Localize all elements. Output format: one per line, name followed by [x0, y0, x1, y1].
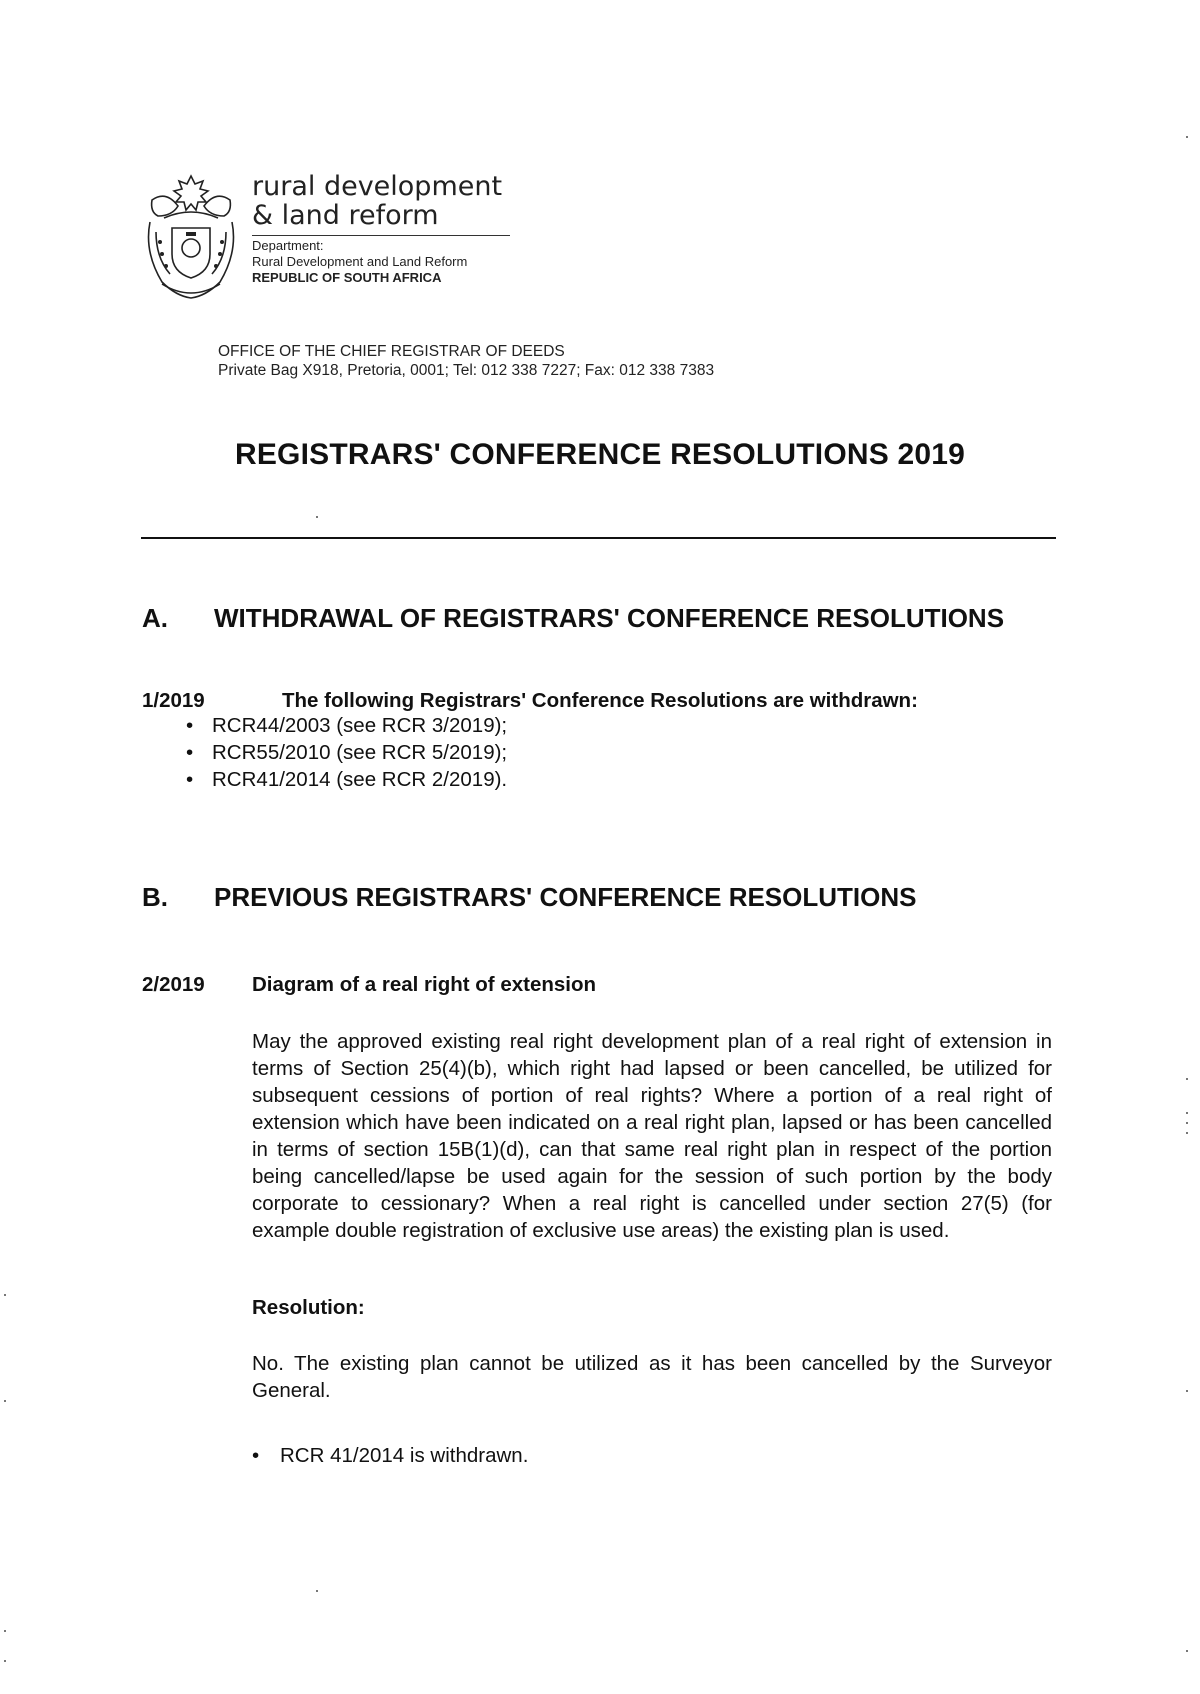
department-name-line1: rural development — [252, 171, 503, 202]
resolution-1-number: 1/2019 — [142, 689, 205, 712]
resolution-2-number: 2/2019 — [142, 973, 205, 996]
resolution-1-title: The following Registrars' Conference Resolutions are withdrawn: — [282, 689, 918, 712]
scan-speck — [1186, 1112, 1188, 1114]
section-b-letter: B. — [142, 882, 168, 912]
scan-speck — [1186, 1650, 1188, 1652]
section-b-title: PREVIOUS REGISTRARS' CONFERENCE RESOLUTIONS — [214, 882, 917, 912]
scan-speck — [1186, 1078, 1188, 1080]
list-item: • RCR44/2003 (see RCR 3/2019); — [186, 712, 507, 739]
scan-speck — [4, 1294, 6, 1296]
scan-speck — [1186, 1132, 1188, 1134]
resolution-label: Resolution: — [252, 1296, 365, 1319]
country-name: REPUBLIC OF SOUTH AFRICA — [252, 270, 442, 285]
scan-speck — [1186, 1390, 1188, 1392]
office-name: OFFICE OF THE CHIEF REGISTRAR OF DEEDS — [218, 343, 565, 360]
coat-of-arms-icon — [142, 172, 240, 302]
department-logotype — [252, 172, 502, 230]
resolution-2-note — [252, 1444, 528, 1468]
title-divider — [141, 537, 1056, 539]
scan-speck — [4, 1630, 6, 1632]
withdrawn-list — [186, 712, 507, 793]
scan-speck — [1186, 1122, 1188, 1124]
section-a-letter: A. — [142, 603, 168, 633]
list-item: • RCR41/2014 (see RCR 2/2019). — [186, 766, 507, 793]
department-full-name: Rural Development and Land Reform — [252, 254, 468, 269]
department-label: Department: — [252, 238, 324, 253]
resolution-2-answer: No. The existing plan cannot be utilized as it has been cancelled by the Surveyor General. — [252, 1352, 1052, 1402]
department-details — [252, 238, 467, 286]
department-name-line2: & land reform — [252, 200, 439, 231]
resolution-2-question: May the approved existing real right development plan of a real right of extension in terms of Section 25(4)(b), which right had lapsed or been cancelled, be utilized for subsequent cessions of portion of real rights? Where a portion of a real right of extension which have been indicated on a real right plan, lapsed or has been cancelled in terms of section 15B(1)(d), can that same real right plan in respect of the portion being cancelled/lapse be used again for the session of such portion by the body corporate to cessionary? When a real right is cancelled under section 27(5) (for example double registration of exclusive use areas) the existing plan is used. — [252, 1030, 1052, 1242]
section-a-title: WITHDRAWAL OF REGISTRARS' CONFERENCE RESOLUTIONS — [214, 603, 1005, 633]
scan-speck — [316, 516, 318, 518]
document-title: REGISTRARS' CONFERENCE RESOLUTIONS 2019 — [234, 438, 966, 471]
scan-speck — [316, 1590, 318, 1592]
resolution-2-title: Diagram of a real right of extension — [252, 973, 597, 996]
scan-speck — [4, 1660, 6, 1662]
note-text: RCR 41/2014 is withdrawn. — [280, 1444, 529, 1467]
office-block — [218, 342, 714, 380]
letterhead-rule — [252, 235, 510, 236]
scan-speck — [1186, 136, 1188, 138]
scan-speck — [4, 1400, 6, 1402]
list-item: • RCR55/2010 (see RCR 5/2019); — [186, 739, 507, 766]
office-contact: Private Bag X918, Pretoria, 0001; Tel: 012 338 7227; Fax: 012 338 7383 — [218, 362, 715, 379]
bullet-icon: • — [252, 1444, 260, 1467]
